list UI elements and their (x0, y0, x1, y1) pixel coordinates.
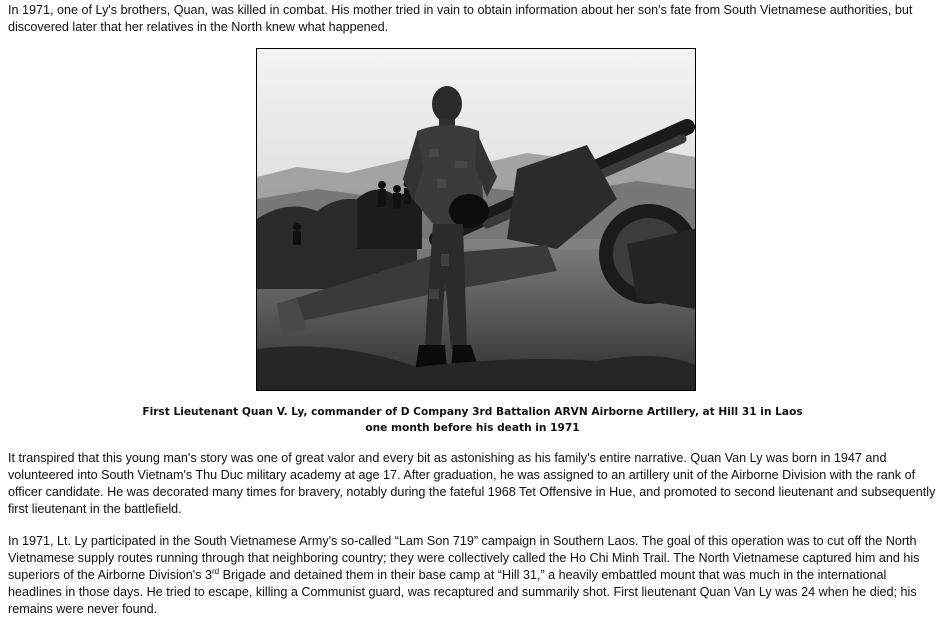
soldier-artillery-photo (256, 48, 696, 391)
photo-caption-line-2: one month before his death in 1971 (365, 422, 580, 434)
intro-paragraph: In 1971, one of Ly's brothers, Quan, was killed in combat. His mother tried in vain to obtain information about her son's fate from South Vietnamese authorities, but discovered later that her relatives in the North knew what happened. (8, 3, 913, 34)
biography-paragraph: It transpired that this young man's story was one of great valor and every bit as astonishing as his family's entire narrative. Quan Van Ly was born in 1947 and volunteered into South Vietnam's Thu Duc military academy at age 17. After graduation, he was assigned to an artillery unit of the Airborne Division with the rank of officer candidate. He was decorated many times for bravery, notably during the fateful 1968 Tet Offensive in Hue, and promoted to second lieutenant and subsequently first lieutenant in the battlefield. (8, 451, 936, 516)
ordinal-suffix: rd (212, 566, 220, 576)
campaign-text-part-1: In 1971, Lt. Ly participated in the South Vietnamese Army's so-called “Lam Son 719” campaign in Southern Laos. The goal of this operation was to cut off the North Vietnamese supply routes running through that neighboring country; they were collectively called the Ho Chi Minh Trail. The North Vietnamese captured him and his superiors of the Airborne Division's 3 (8, 534, 920, 582)
photo-caption-line-1: First Lieutenant Quan V. Ly, commander of D Company 3rd Battalion ARVN Airborne Artillery, at Hill 31 in Laos (142, 406, 803, 418)
campaign-paragraph (8, 533, 938, 618)
campaign-text-part-2: Brigade and detained them in their base camp at “Hill 31,” a heavily embattled mount that was much in the international headlines in those days. He tried to escape, killing a Communist guard, was recaptured and summarily shot. First lieutenant Quan Van Ly was 24 when he died; his remains were never found. (8, 568, 917, 616)
photo-image (257, 49, 695, 390)
